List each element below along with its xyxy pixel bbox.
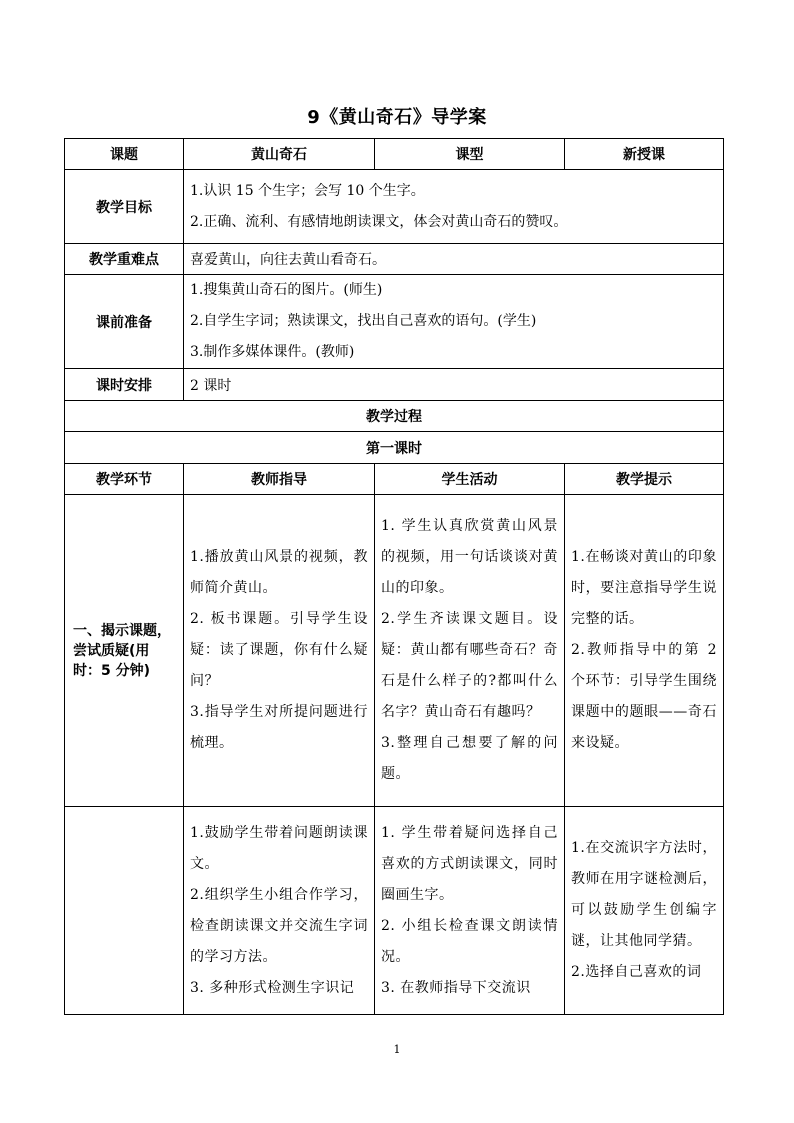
student-item: 2. 小组长检查课文朗读情况。 xyxy=(381,917,558,965)
goals-row xyxy=(65,170,724,244)
page-title: 9《黄山奇石》导学案 xyxy=(307,107,487,128)
teacher-item: 2. 板书课题。引导学生设疑：读了课题，你有什么疑问？ xyxy=(190,611,368,689)
student-item: 3. 在教师指导下交流识 xyxy=(381,979,531,996)
tips-item: 2.选择自己喜欢的词 xyxy=(571,964,702,980)
process-heading-row xyxy=(65,401,724,432)
lesson-heading: 第一课时 xyxy=(65,432,724,464)
student-item: 2.学生齐读课文题目。设疑：黄山都有哪些奇石？奇石是什么样子的?都叫什么名字？黄山奇石有趣吗？ xyxy=(381,611,558,720)
prep-item: 3.制作多媒体课件。(教师) xyxy=(190,344,355,360)
tips-cell xyxy=(565,807,724,1015)
teacher-item: 2.组织学生小组合作学习，检查朗读课文并交流生字词的学习方法。 xyxy=(190,886,368,965)
student-item: 3.整理自己想要了解的问题。 xyxy=(381,735,558,782)
prep-label: 课前准备 xyxy=(65,275,184,369)
topic-value: 黄山奇石 xyxy=(184,139,375,170)
lesson-plan-table xyxy=(64,138,724,1015)
schedule-label: 课时安排 xyxy=(65,369,184,401)
prep-item: 2.自学生字词；熟读课文，找出自己喜欢的语句。(学生) xyxy=(190,313,537,329)
student-item: 1. 学生认真欣赏黄山风景的视频，用一句话谈谈对黄山的印象。 xyxy=(381,518,558,596)
difficulty-label: 教学重难点 xyxy=(65,244,184,275)
column-header-teacher: 教师指导 xyxy=(184,464,375,495)
info-row xyxy=(65,139,724,170)
goals-label: 教学目标 xyxy=(65,170,184,244)
student-item: 1. 学生带着疑问选择自己喜欢的方式朗读课文，同时圈画生字。 xyxy=(381,824,558,903)
table-row xyxy=(65,807,724,1015)
column-header-tips: 教学提示 xyxy=(565,464,724,495)
type-label: 课型 xyxy=(375,139,565,170)
table-row xyxy=(65,495,724,807)
goal-item: 2.正确、流利、有感情地朗读课文，体会对黄山奇石的赞叹。 xyxy=(190,213,568,230)
teacher-cell xyxy=(184,807,375,1015)
tips-item: 1.在交流识字方法时，教师在用字谜检测后，可以鼓励学生创编字谜，让其他同学猜。 xyxy=(571,840,717,949)
process-heading: 教学过程 xyxy=(65,401,724,432)
student-cell xyxy=(375,807,565,1015)
teacher-item: 3.指导学生对所提问题进行梳理。 xyxy=(190,704,368,751)
column-header-student: 学生活动 xyxy=(375,464,565,495)
column-header-row xyxy=(65,464,724,495)
column-header-stage: 教学环节 xyxy=(65,464,184,495)
page-number: 1 xyxy=(393,1043,401,1056)
tips-item: 2.教师指导中的第 2 个环节：引导学生围绕课题中的题眼——奇石来设疑。 xyxy=(571,642,717,751)
tips-item: 1.在畅谈对黄山的印象时，要注意指导学生说完整的话。 xyxy=(571,549,717,627)
tips-cell xyxy=(565,495,724,807)
stage-cell xyxy=(65,807,184,1015)
teacher-item: 1.播放黄山风景的视频，教师简介黄山。 xyxy=(190,549,368,596)
schedule-row xyxy=(65,369,724,401)
stage-cell: 一、揭示课题，尝试质疑(用时：5 分钟) xyxy=(65,495,184,807)
goal-item: 1.认识 15 个生字；会写 10 个生字。 xyxy=(190,182,425,199)
prep-item: 1.搜集黄山奇石的图片。(师生) xyxy=(190,282,383,298)
lesson-heading-row xyxy=(65,432,724,464)
teacher-item: 3. 多种形式检测生字识记 xyxy=(190,979,355,996)
difficulty-row xyxy=(65,244,724,275)
student-cell xyxy=(375,495,565,807)
prep-content xyxy=(184,275,724,369)
difficulty-value: 喜爱黄山，向往去黄山看奇石。 xyxy=(184,244,724,275)
type-value: 新授课 xyxy=(565,139,724,170)
teacher-cell xyxy=(184,495,375,807)
goals-content xyxy=(184,170,724,244)
prep-row xyxy=(65,275,724,369)
teacher-item: 1.鼓励学生带着问题朗读课文。 xyxy=(190,824,368,872)
schedule-value: 2 课时 xyxy=(184,369,724,401)
topic-label: 课题 xyxy=(65,139,184,170)
